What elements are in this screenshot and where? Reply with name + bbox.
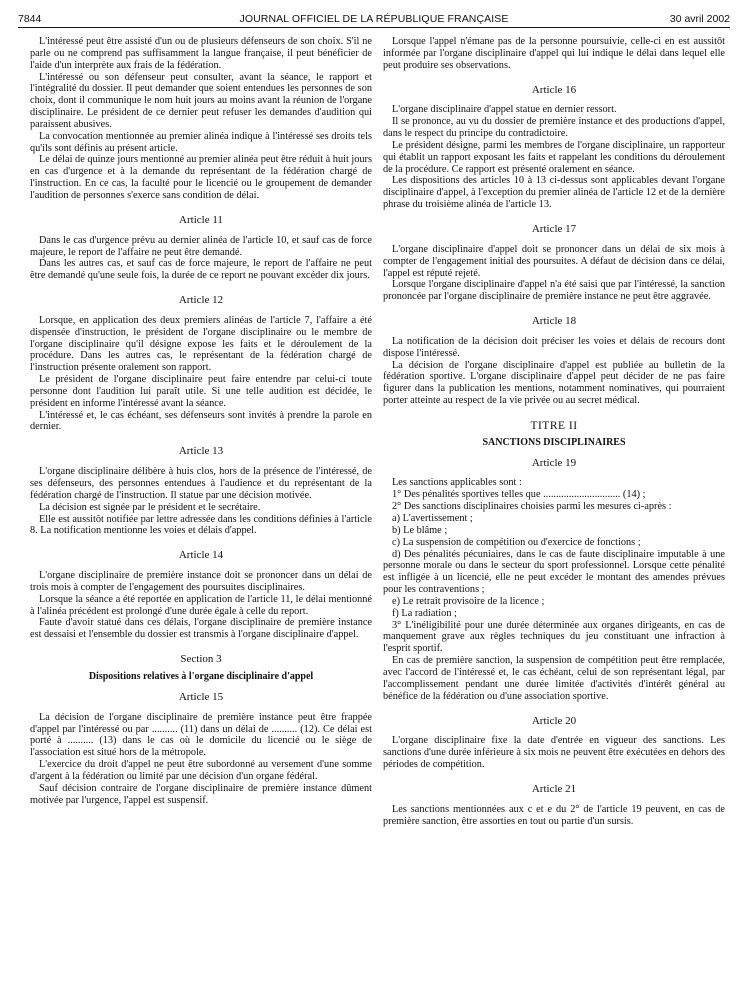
paragraph: Elle est aussitôt notifiée par lettre adressée dans les conditions définies à l'article 8. La notification mentionne les voies et délais d'appel. <box>30 513 372 537</box>
article-heading-11: Article 11 <box>179 213 223 226</box>
paragraph: Les dispositions des articles 10 à 13 ci-dessus sont applicables devant l'organe disciplinaire d'appel, à l'exception du premier alinéa de l'article 12 et de la dernière phrase du troisième alinéa de l'article 13. <box>383 175 725 211</box>
list-item: f) La radiation ; <box>392 607 457 619</box>
article-heading-18: Article 18 <box>531 315 577 328</box>
paragraph: Le président désigne, parmi les membres de l'organe disciplinaire, un rapporteur qui établit un rapport exposant les faits et rappelant les conditions du déroulement de la procédure. Ce rapport est présenté oralement en séance. <box>383 139 725 175</box>
paragraph: L'organe disciplinaire d'appel doit se prononcer dans un délai de six mois à compter de l'engagement initial des poursuites. A défaut de décision dans ce délai, l'appel est réputé rejeté. <box>383 243 725 279</box>
page-header <box>18 10 730 28</box>
paragraph: Le président de l'organe disciplinaire peut faire entendre par celui-ci toute personne dont l'audition lui paraît utile. Si une telle audition est décidée, le président en informe l'intéressé avant la séance. <box>30 374 372 409</box>
list-item: c) La suspension de compétition ou d'exercice de fonctions ; <box>392 536 641 548</box>
article-heading-19: Article 19 <box>531 456 577 469</box>
paragraph: La décision de l'organe disciplinaire d'appel est publiée au bulletin de la fédération sportive. L'organe disciplinaire d'appel peut décider de ne pas faire figurer dans la publication les mentions, notamment nominatives, qui pourraient porter atteinte au respect de la vie privée ou au secret médical. <box>383 359 725 407</box>
left-column <box>30 36 372 806</box>
paragraph: Les sanctions mentionnées aux c et e du 2° de l'article 19 peuvent, en cas de première sanction, être assorties en tout ou partie d'un sursis. <box>383 803 725 827</box>
paragraph: L'organe disciplinaire fixe la date d'entrée en vigueur des sanctions. Les sanctions d'une durée inférieure à six mois ne peuvent être exécutées en dehors des périodes de compétition. <box>383 735 725 771</box>
article-heading-15: Article 15 <box>178 690 224 703</box>
paragraph: L'exercice du droit d'appel ne peut être subordonné au versement d'une somme d'argent à la fédération ou limité par une décision d'un organe fédéral. <box>30 759 372 782</box>
paragraph: Lorsque l'appel n'émane pas de la personne poursuivie, celle-ci en est aussitôt informée par l'organe disciplinaire d'appel qui lui indique le délai dans lequel elle peut produire ses observations. <box>383 36 725 71</box>
list-item: 3° L'inéligibilité pour une durée déterminée aux organes dirigeants, en cas de manquement grave aux règles techniques du jeu constituant une infraction à l'esprit sportif. <box>383 619 725 655</box>
journal-title: JOURNAL OFFICIEL DE LA RÉPUBLIQUE FRANÇAISE <box>239 13 509 25</box>
list-item: e) Le retrait provisoire de la licence ; <box>392 595 545 607</box>
section-heading: Section 3 <box>180 653 222 666</box>
paragraph: Le délai de quinze jours mentionné au premier alinéa peut être réduit à huit jours en cas d'urgence et à la demande du représentant de la fédération chargé de l'instruction. En ce cas, la faculté pour le licencié ou le groupement de demander l'audition de personnes s'exerce sans condition de délai. <box>30 154 372 201</box>
article-heading-21: Article 21 <box>531 782 577 795</box>
page-number: 7844 <box>18 13 42 25</box>
paragraph: L'intéressé peut être assisté d'un ou de plusieurs défenseurs de son choix. S'il ne parle ou ne comprend pas suffisamment la langue française, il peut bénéficier de l'aide d'un interprète aux frais de la fédération. <box>30 36 372 71</box>
paragraph: Dans le cas d'urgence prévu au dernier alinéa de l'article 10, et sauf cas de force majeure, le report de l'affaire ne peut être demandé. <box>30 234 372 258</box>
list-item: 2° Des sanctions disciplinaires choisies parmi les mesures ci-après : <box>392 501 672 513</box>
paragraph: L'organe disciplinaire délibère à huis clos, hors de la présence de l'intéressé, de ses défenseurs, des personnes entendues à l'audience et du représentant de la fédération chargé de l'instruction. Il statue par une décision motivée. <box>30 466 372 501</box>
paragraph: Lorsque l'organe disciplinaire d'appel n'a été saisi que par l'intéressé, la sanction prononcée par l'organe disciplinaire de première instance ne peut être aggravée. <box>383 279 725 303</box>
article-heading-17: Article 17 <box>531 222 577 235</box>
list-item: 1° Des pénalités sportives telles que .............................. (14) ; <box>392 489 646 501</box>
paragraph: Sauf décision contraire de l'organe disciplinaire de première instance dûment motivée par l'urgence, l'appel est suspensif. <box>30 782 372 806</box>
paragraph: La décision de l'organe disciplinaire de première instance peut être frappée d'appel par l'intéressé ou par .......... (11) dans un délai de .......... (12). Ce délai est porté à .......... (13) dans le cas où le domicile du licencié ou le siège de l'association est situé hors de la métropole. <box>30 711 372 759</box>
issue-date: 30 avril 2002 <box>669 13 730 25</box>
paragraph: L'intéressé ou son défenseur peut consulter, avant la séance, le rapport et l'intégralité du dossier. Il peut demander que soient entendues les personnes de son choix, dont il communique le nom huit jours au moins avant la réunion de l'organe disciplinaire. Le président de ce dernier peut refuser les demandes d'audition qui paraissent abusives. <box>30 71 372 130</box>
paragraph: Lorsque, en application des deux premiers alinéas de l'article 7, l'affaire a été dispensée d'instruction, le président de l'organe disciplinaire ou le membre de l'organe disciplinaire qu'il désigne expose les faits et le déroulement de la procédure. Dans les autres cas, le représentant de la fédération chargé de l'instruction présente oralement son rapport. <box>30 314 372 374</box>
paragraph: La décision est signée par le président et le secrétaire. <box>39 501 261 513</box>
section-subtitle: Dispositions relatives à l'organe disciplinaire d'appel <box>88 670 314 682</box>
paragraph: Il se prononce, au vu du dossier de première instance et des productions d'appel, dans le respect du principe du contradictoire. <box>383 116 725 140</box>
paragraph: L'organe disciplinaire de première instance doit se prononcer dans un délai de trois mois à compter de l'engagement des poursuites disciplinaires. <box>30 570 372 593</box>
paragraph: L'organe disciplinaire d'appel statue en dernier ressort. <box>392 104 617 116</box>
article-heading-14: Article 14 <box>178 549 224 562</box>
paragraph: L'intéressé et, le cas échéant, ses défenseurs sont invités à prendre la parole en dernier. <box>30 409 372 433</box>
paragraph: Les sanctions applicables sont : <box>392 477 522 489</box>
article-heading-20: Article 20 <box>531 714 577 727</box>
paragraph: La notification de la décision doit préciser les voies et délais de recours dont dispose l'intéressé. <box>383 335 725 359</box>
titre-subtitle: SANCTIONS DISCIPLINAIRES <box>482 436 626 448</box>
paragraph: Lorsque la séance a été reportée en application de l'article 11, le délai mentionné à l'alinéa précédent est prolongé d'une durée égale à celle du report. <box>30 593 372 617</box>
header-rule <box>18 27 730 28</box>
paragraph: En cas de première sanction, la suspension de compétition peut être remplacée, avec l'accord de l'intéressé et, le cas échéant, celui de son représentant légal, par l'accomplissement pendant une durée limitée d'activités d'intérêt général au bénéfice de la fédération ou d'une association sportive. <box>383 655 725 702</box>
article-heading-16: Article 16 <box>531 83 577 96</box>
paragraph: La convocation mentionnée au premier alinéa indique à l'intéressé ses droits tels qu'ils sont définis au présent article. <box>30 130 372 154</box>
paragraph: Dans les autres cas, et sauf cas de force majeure, le report de l'affaire ne peut être demandé qu'une seule fois, la durée de ce report ne pouvant excéder dix jours. <box>30 258 372 282</box>
paragraph: Faute d'avoir statué dans ces délais, l'organe disciplinaire de première instance est dessaisi et l'ensemble du dossier est transmis à l'organe disciplinaire d'appel. <box>30 617 372 641</box>
titre-heading: TITRE II <box>530 419 578 432</box>
article-heading-12: Article 12 <box>178 294 224 307</box>
article-heading-13: Article 13 <box>178 445 224 458</box>
list-item: b) Le blâme ; <box>392 524 448 536</box>
right-column <box>383 36 725 827</box>
list-item: d) Des pénalités pécuniaires, dans le cas de faute disciplinaire imputable à une personne morale ou dans le secteur du sport professionnel. Lorsque cette pénalité est infligée à un licencié, elle ne peut excéder le montant des amendes prévues pour les contraventions ; <box>383 548 725 596</box>
list-item: a) L'avertissement ; <box>392 513 473 524</box>
